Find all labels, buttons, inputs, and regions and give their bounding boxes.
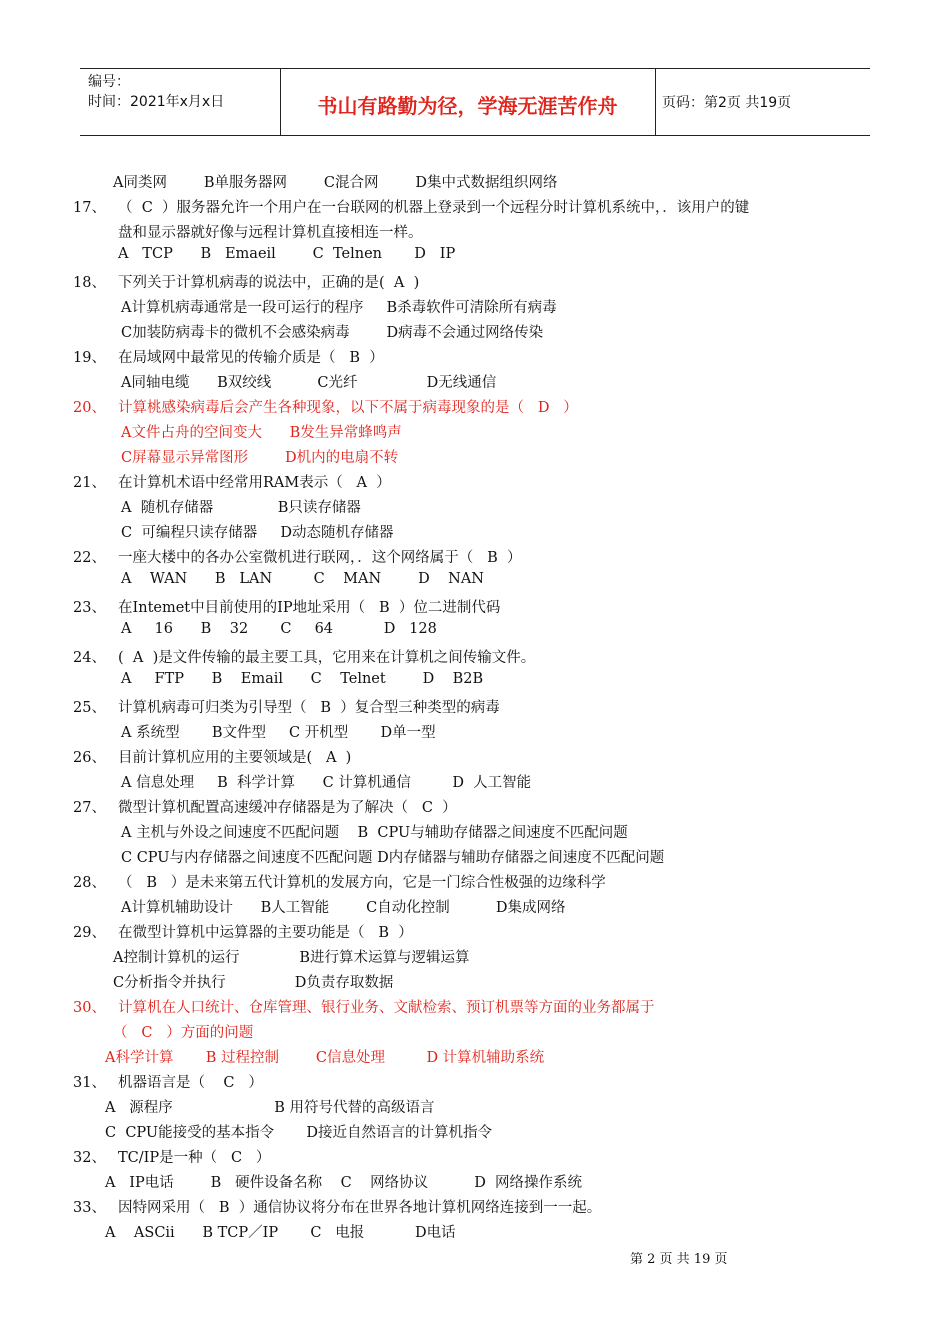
- question-line: A TCP B Emaeil C Telnen D IP: [118, 246, 456, 262]
- question-line: 一座大楼中的各办公室微机进行联网，．这个网络属于（ B ）: [118, 550, 522, 566]
- question-line: C CPU与内存储器之间速度不匹配问题 D内存储器与辅助存储器之间速度不匹配问题: [121, 850, 665, 866]
- question-number: 19、: [73, 350, 106, 366]
- question-line: A同轴电缆 B双绞线 C光纤 D无线通信: [121, 375, 497, 391]
- question-line: A 16 B 32 C 64 D 128: [121, 621, 437, 637]
- header-meta: [88, 72, 224, 112]
- question-line: 下列关于计算机病毒的说法中，正确的是( A ): [118, 275, 420, 291]
- page-header: [80, 68, 870, 136]
- number-label: 编号：: [88, 74, 130, 90]
- question-number: 18、: [73, 275, 106, 291]
- question-line: 因特网采用（ B ）通信协议将分布在世界各地计算机网络连接到一一起。: [118, 1200, 602, 1216]
- header-top-rule: [80, 68, 870, 69]
- date-label: 时间：2021年x月x日: [88, 94, 225, 110]
- question-line: A 随机存储器 B只读存储器: [121, 500, 361, 516]
- question-line: 盘和显示器就好像与远程计算机直接相连一样。: [118, 225, 423, 241]
- question-line: （ B ）是未来第五代计算机的发展方向，它是一门综合性极强的边缘科学: [118, 875, 606, 891]
- question-number: 17、: [73, 200, 106, 216]
- question-number: 32、: [73, 1150, 106, 1166]
- question-line: TC/IP是一种（ C ）: [118, 1150, 271, 1166]
- header-bottom-rule: [80, 135, 870, 136]
- question-number: 24、: [73, 650, 106, 666]
- question-number: 29、: [73, 925, 106, 941]
- question-line: A计算机辅助设计 B人工智能 C自动化控制 D集成网络: [121, 900, 566, 916]
- question-line: A 系统型 B文件型 C 开机型 D单一型: [121, 725, 436, 741]
- question-line: C CPU能接受的基本指令 D接近自然语言的计算机指令: [105, 1125, 493, 1141]
- question-number: 28、: [73, 875, 106, 891]
- question-number: 26、: [73, 750, 106, 766]
- question-number: 25、: [73, 700, 106, 716]
- question-line: A控制计算机的运行 B进行算术运算与逻辑运算: [113, 950, 470, 966]
- question-line: A 信息处理 B 科学计算 C 计算机通信 D 人工智能: [121, 775, 532, 791]
- question-line: 在局域网中最常见的传输介质是（ B ）: [118, 350, 384, 366]
- header-motto: 书山有路勤为径，学海无涯苦作舟: [317, 94, 618, 118]
- question-line: （ C ）服务器允许一个用户在一台联网的机器上登录到一个远程分时计算机系统中，．该用户的键: [118, 200, 750, 216]
- question-line: 计算机在人口统计、仓库管理、银行业务、文献检索、预订机票等方面的业务都属于: [118, 1000, 655, 1016]
- question-line: C加装防病毒卡的微机不会感染病毒 D病毒不会通过网络传染: [121, 325, 544, 341]
- question-line: C屏幕显示异常图形 D机内的电扇不转: [121, 450, 399, 466]
- question-line: A IP电话 B 硬件设备名称 C 网络协议 D 网络操作系统: [105, 1175, 583, 1191]
- question-line: A科学计算 B 过程控制 C信息处理 D 计算机辅助系统: [105, 1050, 545, 1066]
- question-line: （ C ）方面的问题: [113, 1025, 254, 1041]
- question-line: ( A )是文件传输的最主要工具，它用来在计算机之间传输文件。: [118, 650, 536, 666]
- question-line: A计算机病毒通常是一段可运行的程序 B杀毒软件可清除所有病毒: [121, 300, 557, 316]
- question-line: A文件占舟的空间变大 B发生异常蜂鸣声: [121, 425, 402, 441]
- question-number: 22、: [73, 550, 106, 566]
- question-line: C 可编程只读存储器 D动态随机存储器: [121, 525, 394, 541]
- question-line: A ASCii B TCP／IP C 电报 D电话: [105, 1225, 456, 1241]
- question-line: A FTP B Email C Telnet D B2B: [121, 671, 484, 687]
- header-divider-2: [655, 68, 656, 136]
- question-line: 机器语言是（ C ）: [118, 1075, 263, 1091]
- question-line: 目前计算机应用的主要领域是( A ): [118, 750, 352, 766]
- question-line: 微型计算机配置高速缓冲存储器是为了解决（ C ）: [118, 800, 457, 816]
- page-footer: 第 2 页 共 19 页: [630, 1252, 728, 1267]
- question-line: C分析指令并执行 D负责存取数据: [113, 975, 394, 991]
- question-line: 在计算机术语中经常用RAM表示（ A ）: [118, 475, 391, 491]
- question-number: 27、: [73, 800, 106, 816]
- header-page-info: 页码：第2页 共19页: [662, 95, 792, 111]
- question-number: 20、: [73, 400, 106, 416]
- question-line: 在Intemet中目前使用的IP地址采用（ B ）位二进制代码: [118, 600, 501, 616]
- question-line: A同类网 B单服务器网 C混合网 D集中式数据组织网络: [113, 175, 558, 191]
- question-number: 23、: [73, 600, 106, 616]
- question-number: 21、: [73, 475, 106, 491]
- question-line: A 主机与外设之间速度不匹配问题 B CPU与辅助存储器之间速度不匹配问题: [121, 825, 628, 841]
- question-line: A WAN B LAN C MAN D NAN: [121, 571, 484, 587]
- question-number: 30、: [73, 1000, 106, 1016]
- question-line: A 源程序 B 用符号代替的高级语言: [105, 1100, 435, 1116]
- question-line: 计算机病毒可归类为引导型（ B ）复合型三种类型的病毒: [118, 700, 500, 716]
- question-line: 计算桃感染病毒后会产生各种现象，以下不属于病毒现象的是（ D ）: [118, 400, 578, 416]
- question-number: 33、: [73, 1200, 106, 1216]
- question-line: 在微型计算机中运算器的主要功能是（ B ）: [118, 925, 413, 941]
- question-number: 31、: [73, 1075, 106, 1091]
